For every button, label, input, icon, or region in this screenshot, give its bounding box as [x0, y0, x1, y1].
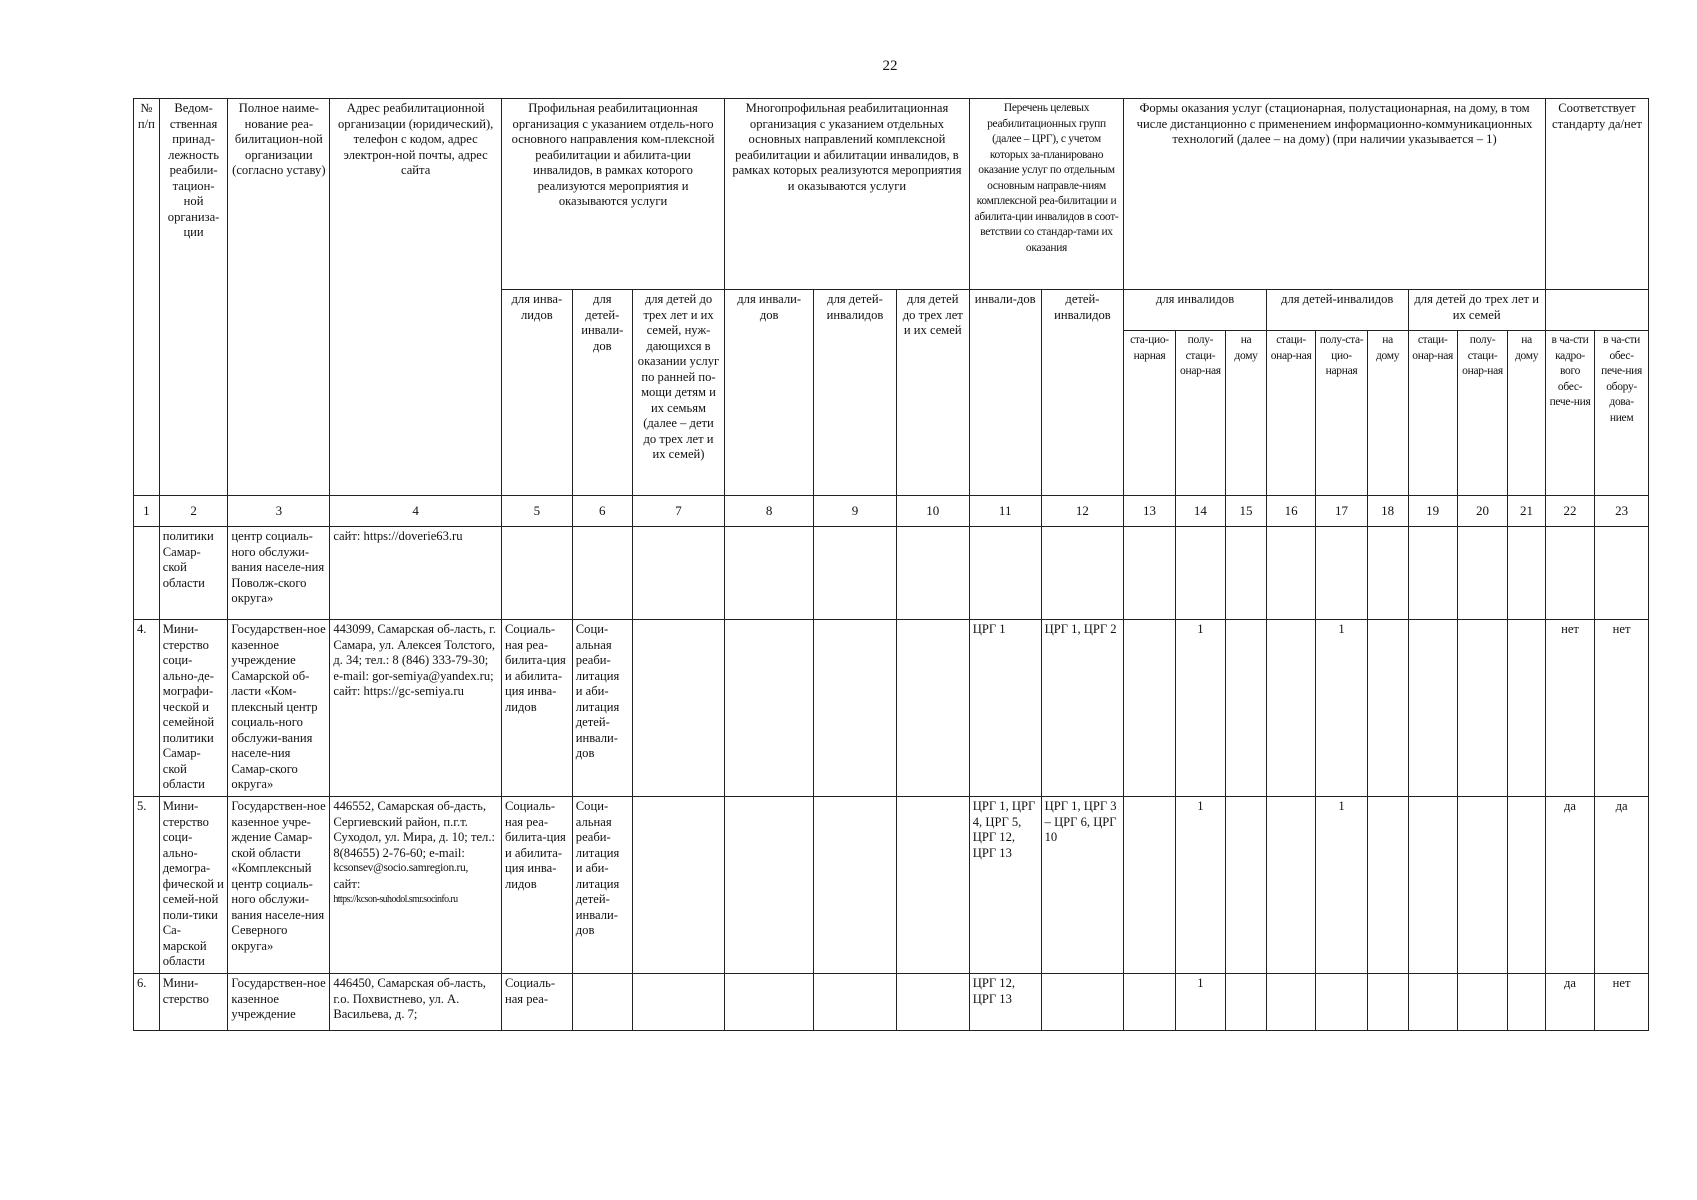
form-cell	[1508, 620, 1546, 797]
form-cell	[1124, 974, 1175, 1031]
address-cell: сайт: https://doverie63.ru	[330, 527, 502, 620]
crg-invalids-cell: ЦРГ 1	[969, 620, 1041, 797]
multi-invalids-cell	[725, 620, 814, 797]
address-text: 446552, Самарская об-дасть, Сергиевский район, п.г.т. Суходол, ул. Мира, д. 10; тел.: 8(84655) 2-76-60; e-mail:	[333, 799, 495, 860]
profile-children-cell: Соци-альная реаби-литация и аби-литация детей-инвали-дов	[572, 797, 632, 974]
column-number: 7	[632, 496, 724, 527]
org-name-cell: Государствен-ное казенное учреждение	[228, 974, 330, 1031]
header-col-11: инвали-дов	[969, 290, 1041, 496]
header-forms-three: для детей до трех лет и их семей	[1408, 290, 1545, 331]
affiliation-cell: политики Самар-ской области	[159, 527, 228, 620]
column-number: 9	[814, 496, 897, 527]
profile-children-cell: Соци-альная реаби-литация и аби-литация детей-инвали-дов	[572, 620, 632, 797]
form-cell: 1	[1316, 620, 1367, 797]
form-cell	[1408, 797, 1457, 974]
header-col-16: стаци-онар-ная	[1266, 331, 1315, 496]
header-col-20: полу-стаци-онар-ная	[1457, 331, 1507, 496]
multi-invalids-cell	[725, 797, 814, 974]
column-number: 8	[725, 496, 814, 527]
header-col-13: ста-цио-нарная	[1124, 331, 1175, 496]
column-number: 18	[1367, 496, 1408, 527]
header-col-22: в ча-сти кадро-вого обес-пече-ния	[1545, 331, 1594, 496]
header-col-15: на дому	[1226, 331, 1267, 496]
header-standard: Соответствует стандарту да/нет	[1545, 99, 1648, 290]
profile-invalids-cell: Социаль-ная реа-билита-ция и абилита-ция инва-лидов	[501, 797, 572, 974]
column-number-row	[134, 496, 1649, 527]
profile-invalids-cell: Социаль-ная реа-	[501, 974, 572, 1031]
form-cell	[1316, 974, 1367, 1031]
standard-equipment-cell: да	[1595, 797, 1649, 974]
row-number: 6.	[134, 974, 160, 1031]
column-number: 5	[501, 496, 572, 527]
header-col-23: в ча-сти обес-пече-ния обору-дова-нием	[1595, 331, 1649, 496]
form-cell	[1266, 527, 1315, 620]
org-name-cell: центр социаль-ного обслужи-вания населе-ния Поволж-ского округа»	[228, 527, 330, 620]
form-cell	[1226, 620, 1267, 797]
multi-three-cell	[896, 527, 969, 620]
header-row-1	[134, 99, 1649, 290]
header-number: № п/п	[134, 99, 160, 496]
form-cell: 1	[1316, 797, 1367, 974]
header-standard-spacer	[1545, 290, 1648, 331]
column-number: 12	[1041, 496, 1124, 527]
form-cell: 1	[1175, 974, 1225, 1031]
standard-equipment-cell: нет	[1595, 974, 1649, 1031]
table-row	[134, 974, 1649, 1031]
form-cell	[1124, 527, 1175, 620]
header-col-5: для инва-лидов	[501, 290, 572, 496]
form-cell	[1226, 527, 1267, 620]
multi-invalids-cell	[725, 974, 814, 1031]
form-cell	[1457, 797, 1507, 974]
header-col-18: на дому	[1367, 331, 1408, 496]
header-target-groups: Перечень целевых реабилитационных групп (далее – ЦРГ), с учетом которых за-планировано оказание услуг по отдельным основным направле-ниям комплексной реа-билитации и абилита-ции инвалидов в соот-ветствии со стандар-тами их оказания	[969, 99, 1123, 290]
column-number: 3	[228, 496, 330, 527]
header-col-19: стаци-онар-ная	[1408, 331, 1457, 496]
header-multi-org: Многопрофильная реабилитационная организация с указанием отдельных основных направлений комплексной реабилитации и абилитации инвалидов, в рамках которых реализуются мероприятия и оказываются услуги	[725, 99, 970, 290]
org-name-cell: Государствен-ное казенное учреждение Самарской об-ласти «Ком-плексный центр социаль-ного обслужи-вания населе-ния Самар-ского округа»	[228, 620, 330, 797]
profile-three-cell	[632, 797, 724, 974]
header-forms-children: для детей-инвалидов	[1266, 290, 1408, 331]
standard-staff-cell	[1545, 527, 1594, 620]
form-cell	[1367, 797, 1408, 974]
rehabilitation-organizations-table	[133, 98, 1649, 1031]
form-cell	[1457, 527, 1507, 620]
multi-three-cell	[896, 620, 969, 797]
form-cell	[1226, 974, 1267, 1031]
affiliation-cell: Мини-стерство	[159, 974, 228, 1031]
standard-staff-cell: нет	[1545, 620, 1594, 797]
multi-invalids-cell	[725, 527, 814, 620]
header-col-8: для инвали-дов	[725, 290, 814, 496]
form-cell: 1	[1175, 797, 1225, 974]
column-number: 15	[1226, 496, 1267, 527]
multi-children-cell	[814, 620, 897, 797]
form-cell	[1316, 527, 1367, 620]
form-cell	[1266, 797, 1315, 974]
form-cell	[1367, 974, 1408, 1031]
form-cell	[1508, 797, 1546, 974]
form-cell	[1408, 527, 1457, 620]
header-col-10: для детей до трех лет и их семей	[896, 290, 969, 496]
row-number: 5.	[134, 797, 160, 974]
form-cell	[1457, 620, 1507, 797]
email-text: kcsonsev@socio.samregion.ru,	[333, 862, 469, 874]
form-cell	[1408, 620, 1457, 797]
multi-three-cell	[896, 974, 969, 1031]
column-number: 13	[1124, 496, 1175, 527]
profile-three-cell	[632, 527, 724, 620]
site-label: сайт:	[333, 876, 361, 891]
header-profile-org: Профильная реабилитационная организация с указанием отдель-ного основного направления ком-плексной реабилитации и абилита-ции инвалидов, в рамках которого реализуются мероприятия и оказываются услуги	[501, 99, 724, 290]
table-row	[134, 797, 1649, 974]
address-cell	[330, 797, 502, 974]
column-number: 16	[1266, 496, 1315, 527]
profile-three-cell	[632, 620, 724, 797]
profile-invalids-cell	[501, 527, 572, 620]
form-cell	[1266, 620, 1315, 797]
table-row	[134, 527, 1649, 620]
standard-staff-cell: да	[1545, 797, 1594, 974]
crg-invalids-cell	[969, 527, 1041, 620]
header-col-7: для детей до трех лет и их семей, нуж-дающихся в оказании услуг по ранней по-мощи детям и их семьям (далее – дети до трех лет и их семей)	[632, 290, 724, 496]
form-cell	[1124, 797, 1175, 974]
column-number: 22	[1545, 496, 1594, 527]
address-cell: 446450, Самарская об-ласть, г.о. Похвистнево, ул. А. Васильева, д. 7;	[330, 974, 502, 1031]
header-col-17: полу-ста-цио-нарная	[1316, 331, 1367, 496]
crg-invalids-cell: ЦРГ 12, ЦРГ 13	[969, 974, 1041, 1031]
header-col-12: детей-инвалидов	[1041, 290, 1124, 496]
column-number: 10	[896, 496, 969, 527]
header-col-14: полу-стаци-онар-ная	[1175, 331, 1225, 496]
column-number: 19	[1408, 496, 1457, 527]
crg-children-cell: ЦРГ 1, ЦРГ 3 – ЦРГ 6, ЦРГ 10	[1041, 797, 1124, 974]
header-col-9: для детей-инвалидов	[814, 290, 897, 496]
profile-three-cell	[632, 974, 724, 1031]
standard-equipment-cell	[1595, 527, 1649, 620]
form-cell	[1457, 974, 1507, 1031]
site-url: https://kcson-suhodol.smr.socinfo.ru	[333, 894, 458, 905]
crg-children-cell: ЦРГ 1, ЦРГ 2	[1041, 620, 1124, 797]
table-row	[134, 620, 1649, 797]
row-number	[134, 527, 160, 620]
form-cell	[1266, 974, 1315, 1031]
header-service-forms: Формы оказания услуг (стационарная, полустационарная, на дому, в том числе дистанционно с применением информационно-коммуникационных технологий (далее – на дому) (при наличии указывается – 1)	[1124, 99, 1546, 290]
standard-equipment-cell: нет	[1595, 620, 1649, 797]
header-forms-invalids: для инвалидов	[1124, 290, 1267, 331]
column-number: 23	[1595, 496, 1649, 527]
header-col-6: для детей-инвали-дов	[572, 290, 632, 496]
column-number: 14	[1175, 496, 1225, 527]
column-number: 6	[572, 496, 632, 527]
column-number: 17	[1316, 496, 1367, 527]
form-cell	[1124, 620, 1175, 797]
header-affiliation: Ведом-ственная принад-лежность реабили-тацион-ной организа-ции	[159, 99, 228, 496]
form-cell	[1408, 974, 1457, 1031]
address-cell: 443099, Самарская об-ласть, г. Самара, ул. Алексея Толстого, д. 34; тел.: 8 (846) 333-79-30; e-mail: gor-semiya@yandex.ru; сайт: https://gc-semiya.ru	[330, 620, 502, 797]
column-number: 1	[134, 496, 160, 527]
multi-three-cell	[896, 797, 969, 974]
form-cell	[1226, 797, 1267, 974]
profile-children-cell	[572, 527, 632, 620]
form-cell	[1508, 527, 1546, 620]
standard-staff-cell: да	[1545, 974, 1594, 1031]
column-number: 20	[1457, 496, 1507, 527]
multi-children-cell	[814, 974, 897, 1031]
profile-invalids-cell: Социаль-ная реа-билита-ция и абилита-ция инва-лидов	[501, 620, 572, 797]
form-cell: 1	[1175, 620, 1225, 797]
org-name-cell: Государствен-ное казенное учре-ждение Самар-ской области «Комплексный центр социаль-ного обслужи-вания населе-ния Северного округа»	[228, 797, 330, 974]
column-number: 11	[969, 496, 1041, 527]
form-cell	[1175, 527, 1225, 620]
row-number: 4.	[134, 620, 160, 797]
affiliation-cell: Мини-стерство соци-ально-демогра-фической и семей-ной поли-тики Са-марской области	[159, 797, 228, 974]
multi-children-cell	[814, 797, 897, 974]
crg-children-cell	[1041, 527, 1124, 620]
header-full-name: Полное наиме-нование реа-билитацион-ной организации (согласно уставу)	[228, 99, 330, 496]
header-col-21: на дому	[1508, 331, 1546, 496]
crg-invalids-cell: ЦРГ 1, ЦРГ 4, ЦРГ 5, ЦРГ 12, ЦРГ 13	[969, 797, 1041, 974]
affiliation-cell: Мини-стерство соци-ально-де-мографи-ческой и семейной политики Самар-ской области	[159, 620, 228, 797]
column-number: 21	[1508, 496, 1546, 527]
column-number: 4	[330, 496, 502, 527]
header-address: Адрес реабилитационной организации (юридический), телефон с кодом, адрес электрон-ной почты, адрес сайта	[330, 99, 502, 496]
column-number: 2	[159, 496, 228, 527]
page-number: 22	[882, 58, 898, 74]
profile-children-cell	[572, 974, 632, 1031]
form-cell	[1367, 527, 1408, 620]
crg-children-cell	[1041, 974, 1124, 1031]
multi-children-cell	[814, 527, 897, 620]
form-cell	[1508, 974, 1546, 1031]
form-cell	[1367, 620, 1408, 797]
